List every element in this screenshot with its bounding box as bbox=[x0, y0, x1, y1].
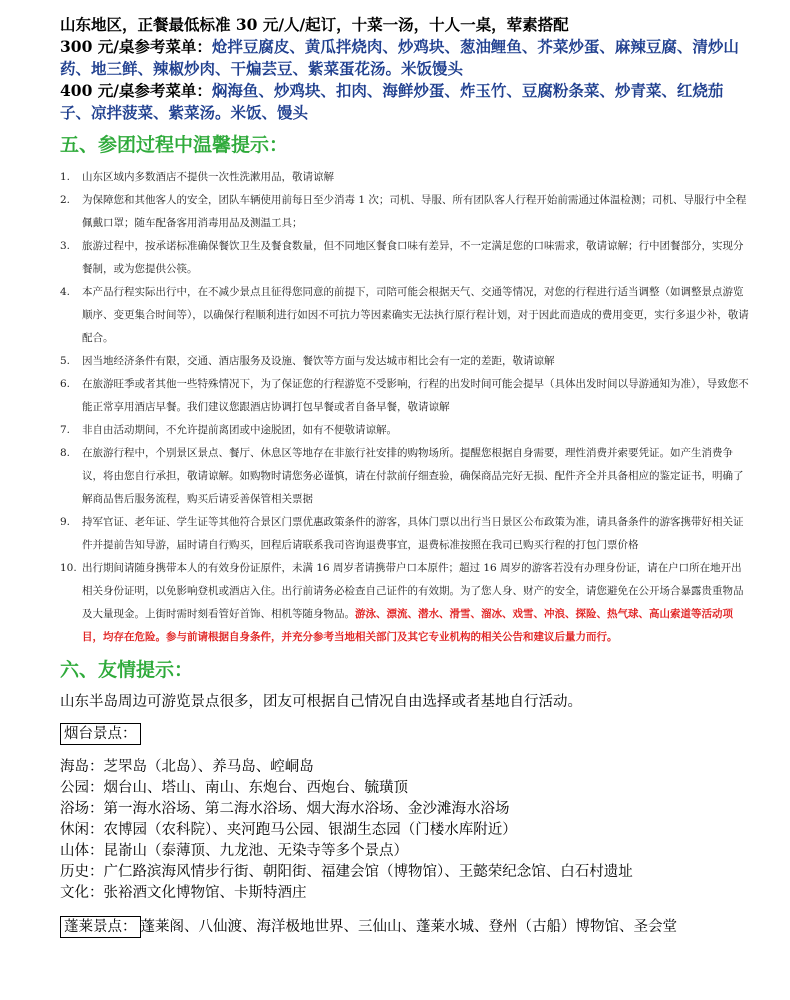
section-6-title: 六、友情提示： bbox=[60, 659, 194, 681]
tip-item: 9. 持军官证、老年证、学生证等其他符合景区门票优惠政策条件的游客，具体门票以出行当日景区公布政策为准，请具备条件的游客携带好相关证件并提前告知导游，届时请自行购买，回程后请联系我司咨询退费事宜，退费标准按照在我司已购买行程的打包门票价格 bbox=[60, 516, 744, 551]
menu-300 bbox=[60, 36, 750, 80]
spot-line: 浴场：第一海水浴场、第二海水浴场、烟大海水浴场、金沙滩海水浴场 bbox=[60, 801, 510, 817]
spot-line: 山体：昆嵛山（泰薄顶、九龙池、无染寺等多个景点） bbox=[60, 843, 408, 859]
tips-list bbox=[60, 166, 750, 649]
tip-item: 7. 非自由活动期间，不允许提前离团或中途脱团，如有不便敬请谅解。 bbox=[60, 424, 397, 436]
spot-line: 历史：广仁路滨海风情步行街、朝阳街、福建会馆（博物馆）、王懿荣纪念馆、白石村遗址 bbox=[60, 864, 633, 880]
penglai-label: 蓬莱景点： bbox=[60, 916, 141, 938]
tip-item: 1. 山东区域内多数酒店不提供一次性洗漱用品，敬请谅解 bbox=[60, 171, 334, 183]
section-6-intro: 山东半岛周边可游览景点很多，团友可根据自己情况自由选择或者基地自行活动。 bbox=[60, 694, 582, 710]
spot-line: 海岛：芝罘岛（北岛）、养马岛、崆峒岛 bbox=[60, 759, 314, 775]
menu-400-items: 焖海鱼、炒鸡块、扣肉、海鲜炒蛋、炸玉竹、豆腐粉条菜、炒青菜、红烧茄子、凉拌菠菜、紫菜汤。米饭、馒头 bbox=[60, 81, 724, 122]
yantai-label: 烟台景点： bbox=[60, 723, 141, 745]
menu-400-label: 400 元/桌参考菜单： bbox=[60, 81, 212, 100]
safety-warning: 游泳、漂流、潜水、滑雪、溜冰、戏雪、冲浪、探险、热气球、高山索道等活动项目，均存在危险。参与前请根据自身条件，并充分参考当地相关部门及其它专业机构的相关公告和建议后量力而行。 bbox=[82, 608, 733, 643]
spot-line: 文化：张裕酒文化博物馆、卡斯特酒庄 bbox=[60, 885, 307, 901]
tip-item: 8. 在旅游行程中，个别景区景点、餐厅、休息区等地存在非旅行社安排的购物场所。提醒您根据自身需要，理性消费并索要凭证。如产生消费争议，将由您自行承担，敬请谅解。如购物时请您务必谨慎，请在付款前仔细查验，确保商品完好无损、配件齐全并具备相应的鉴定证书，明确了解商品售后服务流程，购买后请妥善保管相关票据 bbox=[60, 447, 744, 505]
penglai-line bbox=[60, 916, 750, 938]
meal-standard-section bbox=[60, 14, 750, 124]
section-5-title: 五、参团过程中温馨提示： bbox=[60, 134, 289, 156]
document-page bbox=[60, 14, 750, 938]
menu-300-label: 300 元/桌参考菜单： bbox=[60, 37, 212, 56]
tip-item: 5. 因当地经济条件有限，交通、酒店服务及设施、餐饮等方面与发达城市相比会有一定的差距，敬请谅解 bbox=[60, 355, 555, 367]
meal-standard-line: 山东地区，正餐最低标准 30 元/人/起订，十菜一汤，十人一桌，荤素搭配 bbox=[60, 15, 569, 34]
tip-item: 2. 为保障您和其他客人的安全，团队车辆使用前每日至少消毒 1 次；司机、导服、所有团队客人行程开始前需通过体温检测；司机、导服行中全程佩戴口罩；随车配备客用消毒用品及测温工具； bbox=[60, 194, 747, 229]
menu-400 bbox=[60, 80, 750, 124]
penglai-spots: 蓬莱阁、八仙渡、海洋极地世界、三仙山、蓬莱水城、登州（古船）博物馆、圣会堂 bbox=[140, 919, 677, 935]
tip-item: 3. 旅游过程中，按承诺标准确保餐饮卫生及餐食数量，但不同地区餐食口味有差异，不一定满足您的口味需求，敬请谅解；行中团餐部分，实现分餐制，或为您提供公筷。 bbox=[60, 240, 744, 275]
spot-line: 休闲：农博园（农科院）、夹河跑马公园、银湖生态园（门楼水库附近） bbox=[60, 822, 517, 838]
menu-300-items: 炝拌豆腐皮、黄瓜拌烧肉、炒鸡块、葱油鲤鱼、芥菜炒蛋、麻辣豆腐、清炒山药、地三鲜、辣椒炒肉、干煸芸豆、紫菜蛋花汤。米饭馒头 bbox=[60, 37, 739, 78]
tip-item: 10. 出行期间请随身携带本人的有效身份证原件，未满 16 周岁者请携带户口本原件；超过 16 周岁的游客若没有办理身份证，请在户口所在地开出相关身份证明，以免影响登机或酒店入住。出行前请务必检查自己证件的有效期。为了您人身、财产的安全，请您避免在公开场合暴露贵重物品及大量现金。上街时需时刻看管好首饰、相机等随身物品。游泳、漂流、潜水、滑雪、溜冰、戏雪、冲浪、探险、热气球、高山索道等活动项目，均存在危险。参与前请根据自身条件，并充分参考当地相关部门及其它专业机构的相关公告和建议后量力而行。 bbox=[60, 562, 744, 643]
spot-line: 公园：烟台山、塔山、南山、东炮台、西炮台、毓璜顶 bbox=[60, 780, 408, 796]
tip-item: 4. 本产品行程实际出行中，在不减少景点且征得您同意的前提下，司陪可能会根据天气、交通等情况，对您的行程进行适当调整（如调整景点游览顺序、变更集合时间等），以确保行程顺利进行如因不可抗力等因素确实无法执行原行程计划，对于因此而造成的费用变更，实行多退少补，敬请配合。 bbox=[60, 286, 749, 344]
tip-item: 6. 在旅游旺季或者其他一些特殊情况下，为了保证您的行程游览不受影响，行程的出发时间可能会提早（具体出发时间以导游通知为准），导致您不能正常享用酒店早餐。我们建议您跟酒店协调打包早餐或者自备早餐，敬请谅解 bbox=[60, 378, 749, 413]
yantai-spots bbox=[60, 757, 750, 904]
